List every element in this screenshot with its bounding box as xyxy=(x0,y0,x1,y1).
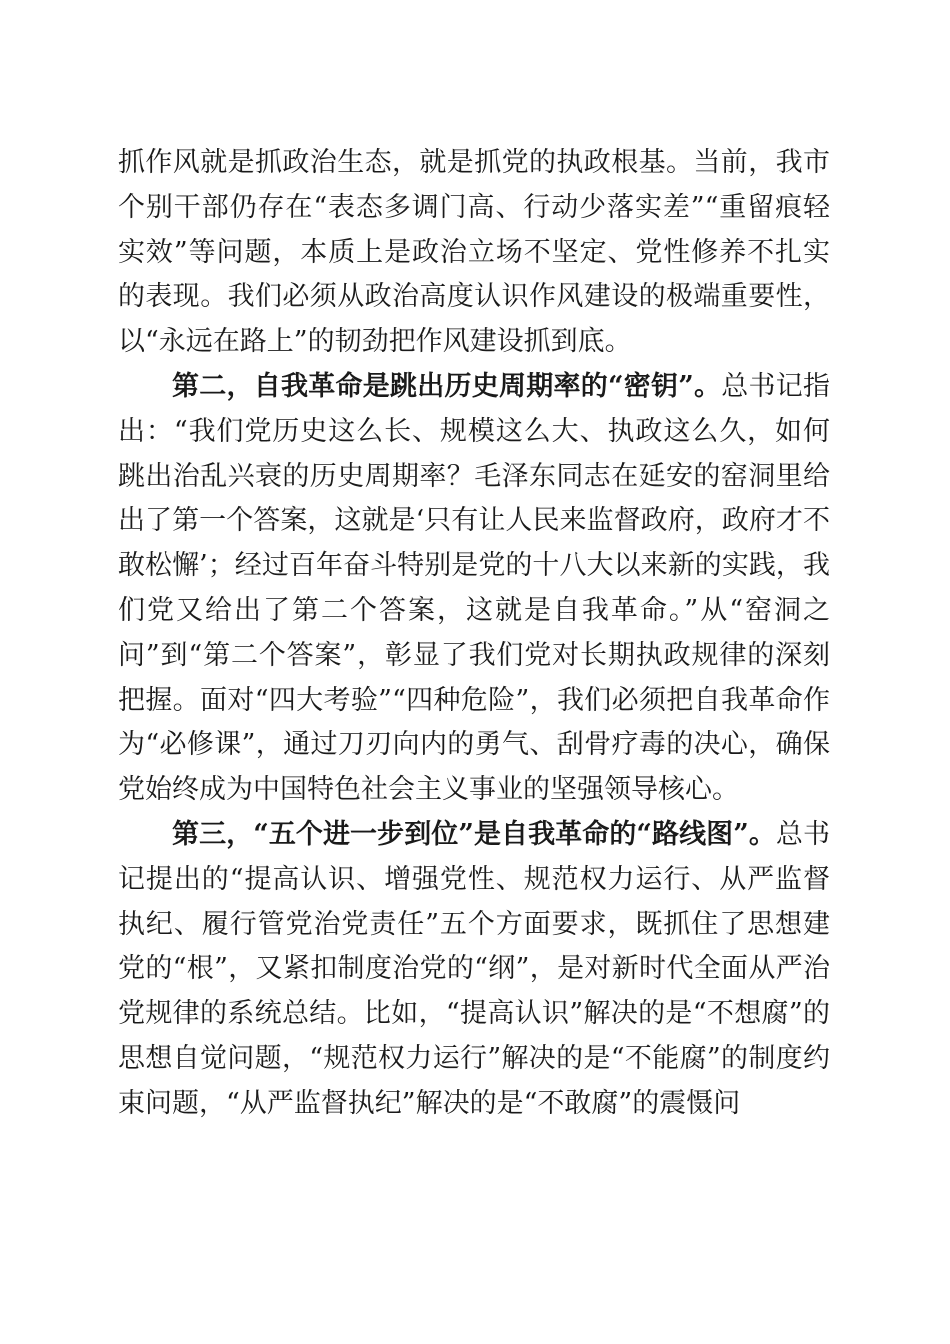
paragraph-3-body: 总书记提出的“提高认识、增强党性、规范权力运行、从严监督执纪、履行管党治党责任”五个方面要求，既抓住了思想建党的“根”，又紧扣制度治党的“纲”，是对新时代全面从严治党规律的系统总结。比如，“提高认识”解决的是“不想腐”的思想自觉问题，“规范权力运行”解决的是“不能腐”的制度约束问题，“从严监督执纪”解决的是“不敢腐”的震慑问 xyxy=(118,818,830,1119)
paragraph-2-body: 总书记指出：“我们党历史这么长、规模这么大、执政这么久，如何跳出治乱兴衰的历史周期率？毛泽东同志在延安的窑洞里给出了第一个答案，这就是‘只有让人民来监督政府，政府才不敢松懈’；经过百年奋斗特别是党的十八大以来新的实践，我们党又给出了第二个答案，这就是自我革命。”从“窑洞之问”到“第二个答案”，彰显了我们党对长期执政规律的深刻把握。面对“四大考验”“四种危险”，我们必须把自我革命作为“必修课”，通过刀刃向内的勇气、刮骨疗毒的决心，确保党始终成为中国特色社会主义事业的坚强领导核心。 xyxy=(118,370,831,806)
paragraph-2-lead: 第二，自我革命是跳出历史周期率的“密钥”。 xyxy=(172,370,722,402)
document-body xyxy=(118,141,830,1127)
paragraph-2 xyxy=(118,365,830,813)
paragraph-1: 抓作风就是抓政治生态，就是抓党的执政根基。当前，我市个别干部仍存在“表态多调门高、行动少落实差”“重留痕轻实效”等问题，本质上是政治立场不坚定、党性修养不扎实的表现。我们必须从政治高度认识作风建设的极端重要性，以“永远在路上”的韧劲把作风建设抓到底。 xyxy=(118,147,830,358)
paragraph-3 xyxy=(118,813,830,1127)
paragraph-3-lead: 第三，“五个进一步到位”是自我革命的“路线图”。 xyxy=(172,818,776,850)
